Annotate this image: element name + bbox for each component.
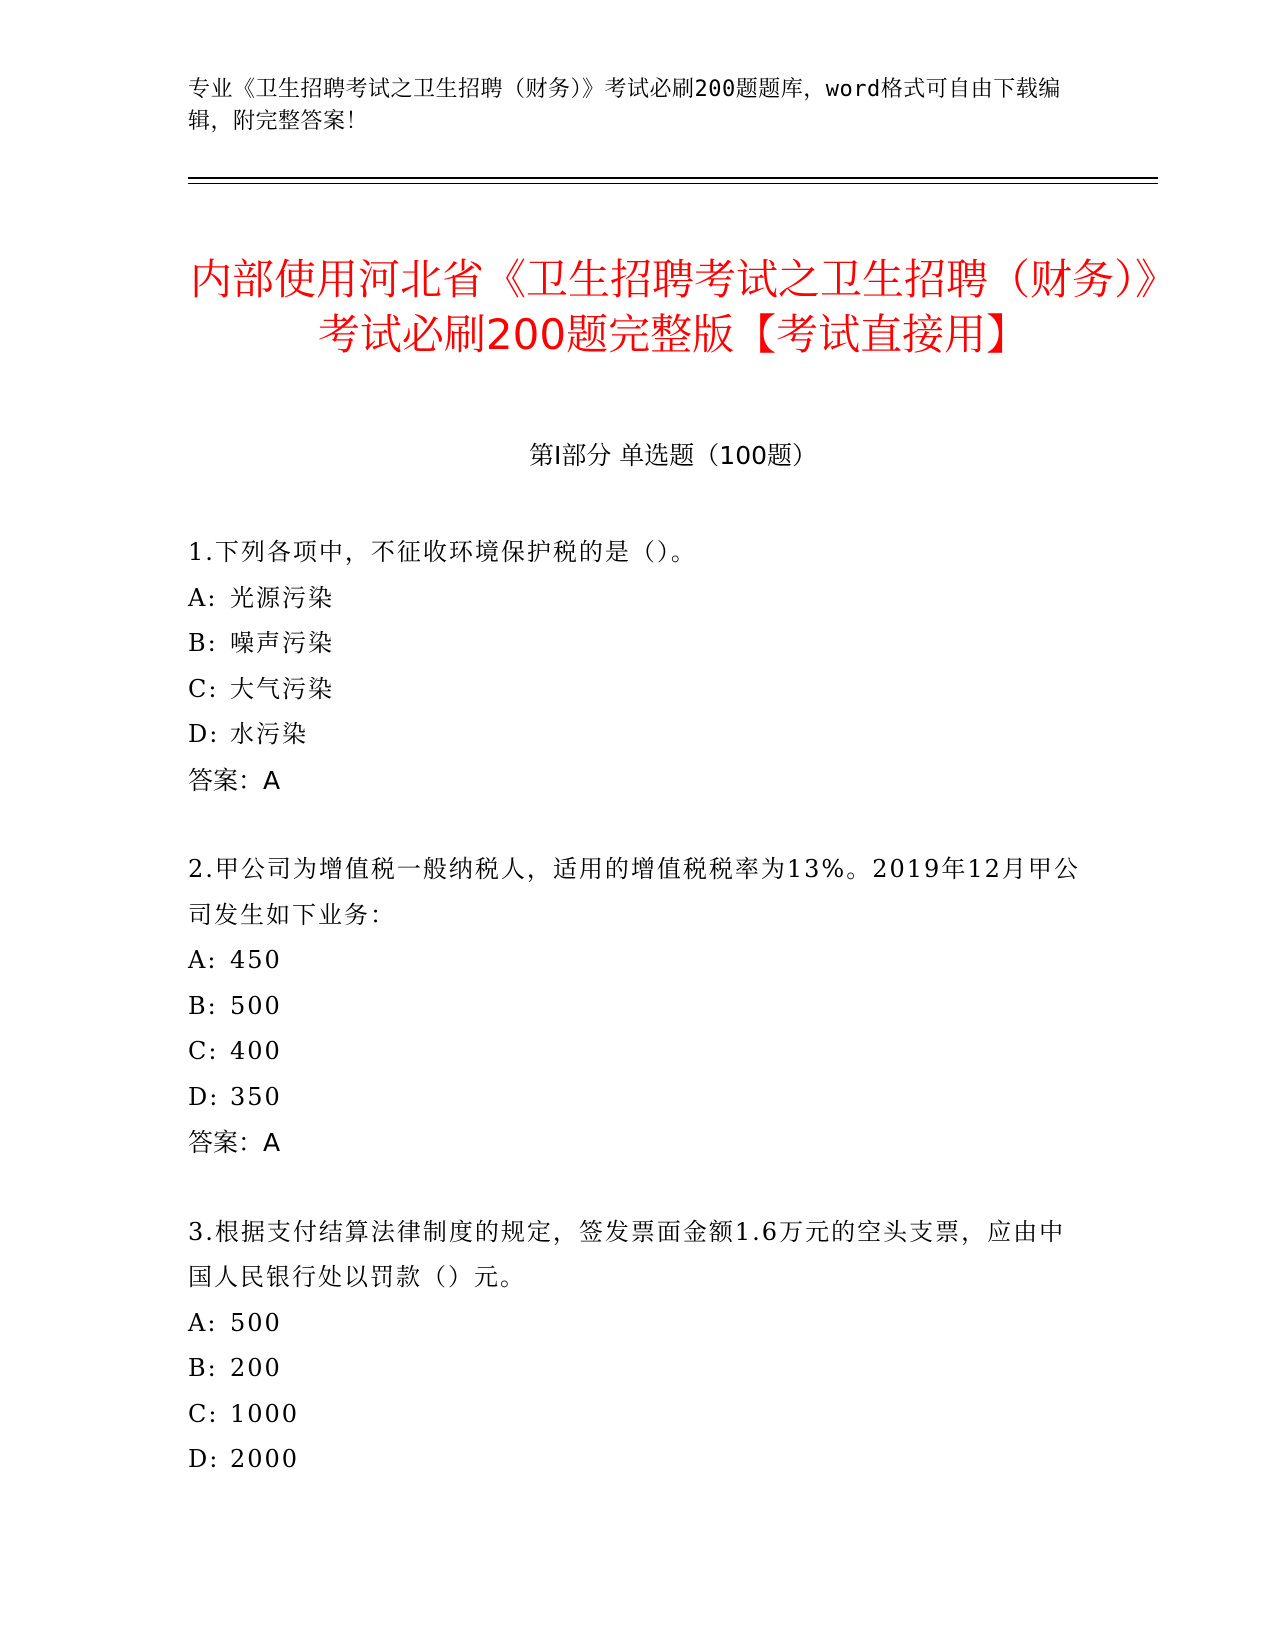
option-a	[188, 938, 1088, 984]
option-text: 大气污染	[230, 674, 334, 703]
option-a	[188, 576, 1088, 622]
question-2	[188, 847, 1088, 1166]
option-letter: B:	[188, 629, 218, 657]
question-1	[188, 530, 1088, 803]
option-text: 500	[230, 1308, 282, 1337]
header-divider-thick	[188, 177, 1158, 179]
header-note: 专业《卫生招聘考试之卫生招聘（财务）》考试必刷200题题库，word格式可自由下载编辑，附完整答案！	[188, 77, 1061, 134]
option-text: 400	[230, 1037, 282, 1065]
option-c	[188, 1029, 1088, 1075]
option-text: 光源污染	[230, 583, 334, 612]
option-a	[188, 1301, 1088, 1347]
question-stem: 3.根据支付结算法律制度的规定，签发票面金额1.6万元的空头支票，应由中国人民银行处以罚款（）元。	[188, 1217, 1066, 1291]
option-c	[188, 1392, 1088, 1438]
option-letter: D:	[188, 1082, 220, 1111]
option-text: 350	[230, 1082, 282, 1111]
answer-line: 答案：A	[188, 1128, 281, 1157]
option-text: 1000	[230, 1399, 300, 1428]
option-text: 水污染	[230, 720, 308, 748]
header-divider-thin	[188, 183, 1158, 184]
option-letter: A:	[188, 1308, 218, 1337]
option-letter: B:	[188, 991, 218, 1020]
option-letter: D:	[188, 1445, 220, 1473]
option-letter: B:	[188, 1354, 218, 1382]
option-letter: C:	[188, 1399, 219, 1428]
option-letter: C:	[188, 674, 219, 703]
option-text: 450	[230, 946, 282, 974]
option-letter: A:	[188, 583, 218, 612]
document-title: 内部使用河北省《卫生招聘考试之卫生招聘（财务）》考试必刷200题完整版【考试直接用】	[189, 255, 1156, 360]
option-d	[188, 712, 1088, 758]
option-text: 500	[230, 991, 282, 1020]
section-title: 第I部分 单选题（100题）	[528, 441, 818, 470]
option-b	[188, 621, 1088, 667]
option-text: 2000	[230, 1445, 300, 1473]
question-stem: 2.甲公司为增值税一般纳税人，适用的增值税税率为13%。2019年12月甲公司发生如下业务：	[188, 855, 1080, 929]
option-text: 200	[230, 1354, 282, 1382]
option-c	[188, 667, 1088, 713]
answer-line: 答案：A	[188, 765, 281, 795]
option-b	[188, 984, 1088, 1030]
option-letter: D:	[188, 720, 220, 748]
question-stem: 1.下列各项中，不征收环境保护税的是（）。	[188, 538, 697, 566]
option-d	[188, 1437, 1088, 1483]
option-letter: C:	[188, 1037, 219, 1065]
option-letter: A:	[188, 946, 218, 974]
option-text: 噪声污染	[230, 629, 334, 657]
question-3	[188, 1210, 1088, 1483]
option-d	[188, 1075, 1088, 1121]
question-list	[188, 530, 1088, 1527]
option-b	[188, 1346, 1088, 1392]
